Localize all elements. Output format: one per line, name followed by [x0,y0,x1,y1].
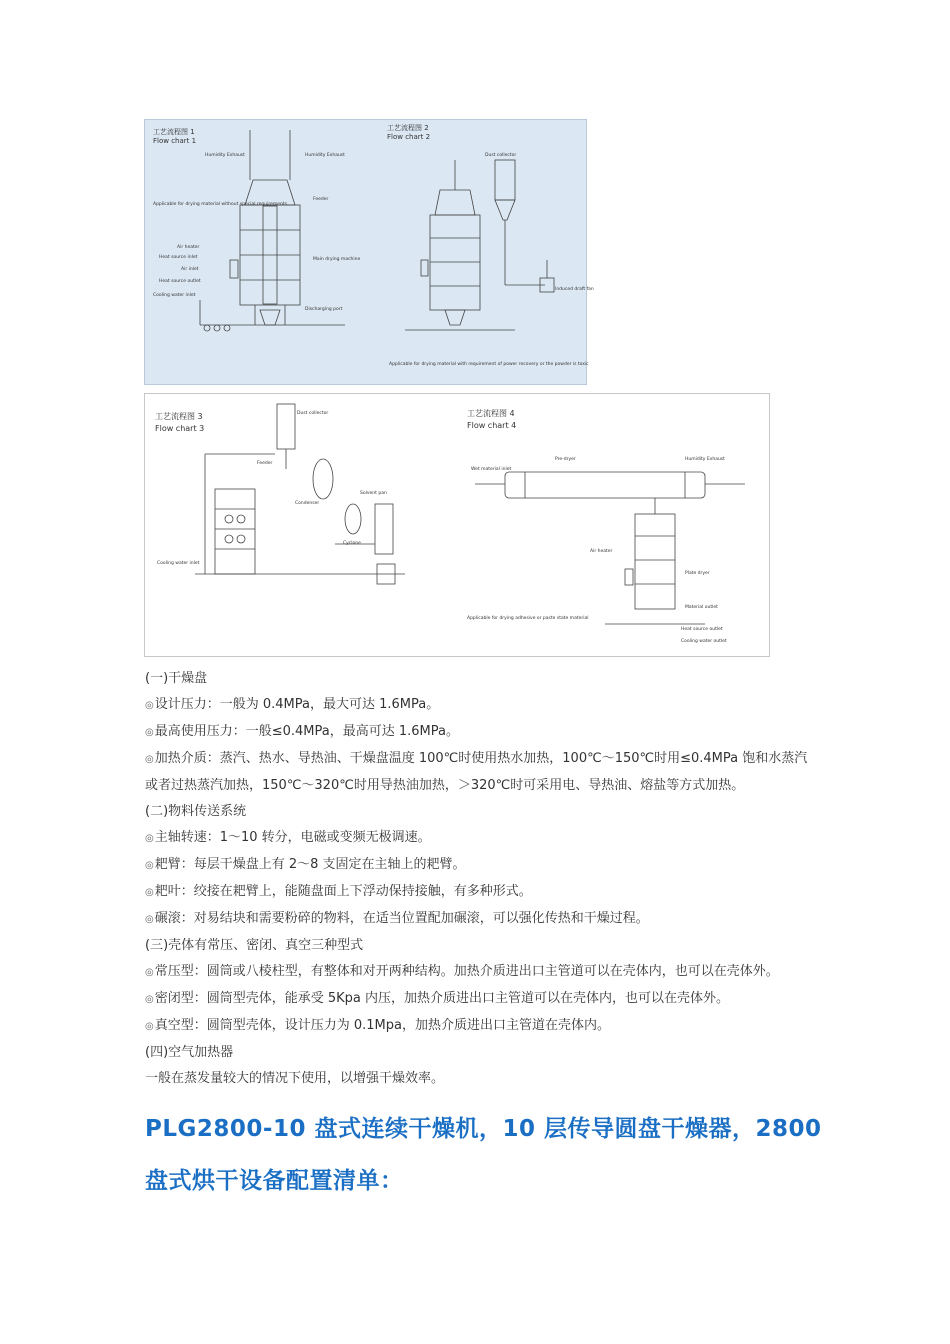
bullet-icon: ◎ [145,700,154,711]
chart1-label-humidity: Humidity Exhaust [205,153,245,158]
spec-text [145,666,820,1092]
section-title-air-heater: (四)空气加热器 [145,1045,234,1060]
chart2-label-fan: Induced draft fan [555,287,594,292]
chart3-label-cyclone: Cyclone [343,541,361,546]
spec-item: ◎碾滚：对易结块和需要粉碎的物料，在适当位置配加碾滚，可以强化传热和干燥过程。 [145,911,649,926]
spec-item: ◎耙臂：每层干燥盘上有 2～8 支固定在主轴上的耙臂。 [145,857,466,872]
bullet-icon: ◎ [145,967,154,978]
bullet-icon: ◎ [145,754,154,765]
spec-item: ◎设计压力：一般为 0.4MPa，最大可达 1.6MPa。 [145,697,440,712]
chart2-title-cn: 工艺流程图 2 [387,124,429,132]
chart4-label-material: Material outlet [685,605,718,610]
spec-item: ◎真空型：圆筒型壳体，设计压力为 0.1Mpa，加热介质进出口主管道在壳体内。 [145,1018,610,1033]
bullet-icon: ◎ [145,727,154,738]
chart1-label-maindryer: Main drying machine [313,257,361,262]
bullet-icon: ◎ [145,1021,154,1032]
chart4-label-humidity: Humidity Exhaust [685,457,725,462]
bullet-icon: ◎ [145,860,154,871]
chart2-title-en: Flow chart 2 [387,133,431,141]
flow-chart-1-2-diagram [145,120,594,384]
chart4-label-heatout: Heat source outlet [681,627,723,632]
chart3-title-cn: 工艺流程图 3 [155,412,203,421]
chart4-note: Applicable for drying adhesive or paste state material [467,616,589,621]
flow-chart-figure-1 [144,119,594,385]
chart1-title-en: Flow chart 1 [153,137,197,145]
chart3-label-condenser: Condenser [295,501,320,506]
spec-item: ◎常压型：圆筒或八棱柱型，有整体和对开两种结构。加热介质进出口主管道可以在壳体内，也可以在壳体外。 [145,964,779,979]
bullet-icon: ◎ [145,833,154,844]
chart1-label-coolinlet: Cooling water inlet [153,293,196,298]
chart2-note: Applicable for drying material with requirement of power recovery or the powder is toxic [389,362,589,367]
bullet-icon: ◎ [145,887,154,898]
chart1-label-feeder: Feeder [313,197,329,202]
chart1-label-heatoutlet: Heat source outlet [159,279,201,284]
flow-chart-figure-2 [144,393,770,657]
spec-item: ◎密闭型：圆筒型壳体，能承受 5Kpa 内压，加热介质进出口主管道可以在壳体内，也可以在壳体外。 [145,991,730,1006]
chart1-label-discharge: Discharging port [305,307,343,312]
spec-item: ◎加热介质：蒸汽、热水、导热油、干燥盘温度 100℃时使用热水加热，100℃～150℃时用≤0.4MPa 饱和水蒸汽或者过热蒸汽加热，150℃～320℃时用导热油加热，＞320℃时可采用电、导热油、熔盐等方式加热。 [145,751,808,793]
spec-item: ◎耙叶：绞接在耙臂上，能随盘面上下浮动保持接触，有多种形式。 [145,884,532,899]
chart3-label-dust: Dust collector [297,411,329,416]
chart1-note: Applicable for drying material without special requirements [153,202,288,207]
flow-chart-3-4-diagram [145,394,769,656]
chart4-title-cn: 工艺流程图 4 [467,409,515,418]
chart1-label-airheater: Air heater [177,245,200,250]
spec-item: ◎主轴转速：1～10 转分，电磁或变频无极调速。 [145,830,431,845]
chart2-dryer [405,160,554,330]
chart4-label-platedryer: Plate dryer [685,571,710,576]
chart3-label-coolinlet: Cooling water inlet [157,561,200,566]
chart4-equipment [475,472,745,624]
chart1-dryer [200,130,345,331]
spec-item: ◎最高使用压力：一般≤0.4MPa，最高可达 1.6MPa。 [145,724,459,739]
section-title-conveying: (二)物料传送系统 [145,804,247,819]
bullet-icon: ◎ [145,914,154,925]
chart4-label-airheater: Air heater [590,549,613,554]
chart2-label-dust: Dust collector [485,153,517,158]
chart3-title-en: Flow chart 3 [155,424,205,433]
chart4-label-coolout: Cooling water outlet [681,639,727,644]
product-heading-line1: PLG2800-10 盘式连续干燥机，10 层传导圆盘干燥器，2800 [145,1116,822,1142]
chart1-title-cn: 工艺流程图 1 [153,128,195,136]
chart4-label-predryer: Pre-dryer [555,457,576,462]
plain-paragraph: 一般在蒸发量较大的情况下使用，以增强干燥效率。 [145,1071,445,1086]
chart3-label-feeder: Feeder [257,461,273,466]
product-heading-line2: 盘式烘干设备配置清单： [145,1168,404,1194]
chart3-label-solvent: Solvent pan [360,491,387,496]
section-title-drying-pan: (一)干燥盘 [145,671,208,686]
svg-text:Humidity Exhaust: Humidity Exhaust [305,153,345,158]
chart4-label-wet: Wet material inlet [471,467,512,472]
chart1-label-heatinlet: Heat source inlet [159,255,198,260]
chart1-label-airinlet: Air inlet [181,267,199,272]
bullet-icon: ◎ [145,994,154,1005]
section-title-shell: (三)壳体有常压、密闭、真空三种型式 [145,938,364,953]
chart4-title-en: Flow chart 4 [467,421,517,430]
